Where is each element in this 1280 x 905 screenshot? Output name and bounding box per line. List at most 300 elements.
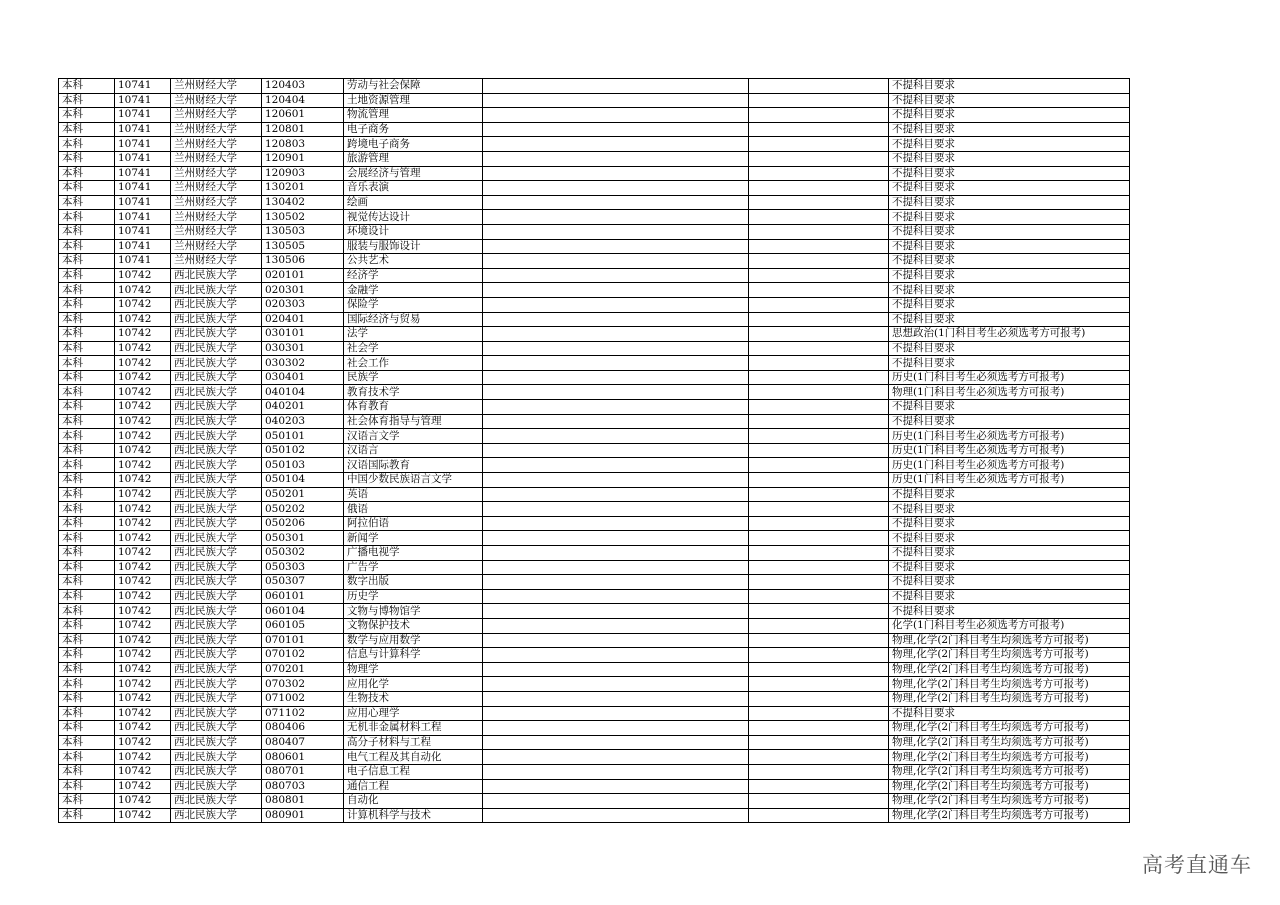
school-code-cell: 10742 — [115, 473, 171, 488]
table-row — [59, 516, 1130, 531]
blank-cell-a — [483, 735, 749, 750]
school-code-cell: 10742 — [115, 487, 171, 502]
school-code-cell: 10742 — [115, 764, 171, 779]
subject-requirement-cell: 不提科目要求 — [889, 297, 1130, 312]
table-row — [59, 589, 1130, 604]
blank-cell-b — [749, 779, 889, 794]
blank-cell-a — [483, 79, 749, 94]
school-name-cell: 西北民族大学 — [171, 502, 262, 517]
subject-requirement-cell: 不提科目要求 — [889, 239, 1130, 254]
blank-cell-b — [749, 224, 889, 239]
blank-cell-a — [483, 239, 749, 254]
table-row — [59, 122, 1130, 137]
blank-cell-a — [483, 108, 749, 123]
table-row — [59, 210, 1130, 225]
major-name-cell: 电子商务 — [344, 122, 483, 137]
major-code-cell: 050102 — [262, 443, 344, 458]
subject-requirement-cell: 历史(1门科目考生必须选考方可报考) — [889, 443, 1130, 458]
school-name-cell: 西北民族大学 — [171, 297, 262, 312]
school-name-cell: 西北民族大学 — [171, 516, 262, 531]
school-code-cell: 10742 — [115, 618, 171, 633]
major-code-cell: 120404 — [262, 93, 344, 108]
blank-cell-a — [483, 137, 749, 152]
level-cell: 本科 — [59, 370, 115, 385]
level-cell: 本科 — [59, 429, 115, 444]
blank-cell-b — [749, 312, 889, 327]
major-name-cell: 阿拉伯语 — [344, 516, 483, 531]
school-name-cell: 西北民族大学 — [171, 268, 262, 283]
subject-requirement-cell: 物理,化学(2门科目考生均须选考方可报考) — [889, 750, 1130, 765]
major-name-cell: 应用化学 — [344, 677, 483, 692]
blank-cell-b — [749, 341, 889, 356]
subject-requirement-cell: 不提科目要求 — [889, 195, 1130, 210]
major-name-cell: 汉语言 — [344, 443, 483, 458]
school-name-cell: 西北民族大学 — [171, 312, 262, 327]
major-name-cell: 高分子材料与工程 — [344, 735, 483, 750]
blank-cell-a — [483, 341, 749, 356]
subject-requirement-cell: 物理,化学(2门科目考生均须选考方可报考) — [889, 677, 1130, 692]
blank-cell-b — [749, 531, 889, 546]
major-code-cell: 120601 — [262, 108, 344, 123]
blank-cell-a — [483, 166, 749, 181]
school-code-cell: 10741 — [115, 151, 171, 166]
school-code-cell: 10742 — [115, 458, 171, 473]
level-cell: 本科 — [59, 677, 115, 692]
school-name-cell: 西北民族大学 — [171, 473, 262, 488]
blank-cell-a — [483, 473, 749, 488]
table-row — [59, 487, 1130, 502]
major-name-cell: 跨境电子商务 — [344, 137, 483, 152]
school-code-cell: 10741 — [115, 224, 171, 239]
level-cell: 本科 — [59, 662, 115, 677]
subject-requirement-cell: 不提科目要求 — [889, 356, 1130, 371]
school-name-cell: 西北民族大学 — [171, 356, 262, 371]
school-name-cell: 西北民族大学 — [171, 750, 262, 765]
school-code-cell: 10742 — [115, 560, 171, 575]
subject-requirement-cell: 物理,化学(2门科目考生均须选考方可报考) — [889, 662, 1130, 677]
major-name-cell: 广告学 — [344, 560, 483, 575]
major-code-cell: 120803 — [262, 137, 344, 152]
table-row — [59, 604, 1130, 619]
school-name-cell: 兰州财经大学 — [171, 166, 262, 181]
major-code-cell: 130502 — [262, 210, 344, 225]
major-name-cell: 俄语 — [344, 502, 483, 517]
blank-cell-a — [483, 691, 749, 706]
level-cell: 本科 — [59, 385, 115, 400]
blank-cell-a — [483, 400, 749, 415]
major-name-cell: 公共艺术 — [344, 254, 483, 269]
blank-cell-b — [749, 297, 889, 312]
subject-requirement-cell: 物理,化学(2门科目考生均须选考方可报考) — [889, 691, 1130, 706]
blank-cell-b — [749, 502, 889, 517]
blank-cell-a — [483, 224, 749, 239]
school-name-cell: 西北民族大学 — [171, 546, 262, 561]
subject-requirement-cell: 不提科目要求 — [889, 706, 1130, 721]
blank-cell-a — [483, 429, 749, 444]
level-cell: 本科 — [59, 604, 115, 619]
major-code-cell: 020401 — [262, 312, 344, 327]
school-code-cell: 10742 — [115, 312, 171, 327]
major-code-cell: 060104 — [262, 604, 344, 619]
school-code-cell: 10742 — [115, 429, 171, 444]
major-name-cell: 视觉传达设计 — [344, 210, 483, 225]
blank-cell-a — [483, 268, 749, 283]
subject-requirement-cell: 不提科目要求 — [889, 575, 1130, 590]
blank-cell-a — [483, 531, 749, 546]
blank-cell-b — [749, 429, 889, 444]
table-row — [59, 341, 1130, 356]
blank-cell-a — [483, 487, 749, 502]
table-row — [59, 721, 1130, 736]
major-name-cell: 民族学 — [344, 370, 483, 385]
blank-cell-b — [749, 473, 889, 488]
major-name-cell: 物理学 — [344, 662, 483, 677]
blank-cell-a — [483, 662, 749, 677]
major-code-cell: 130506 — [262, 254, 344, 269]
table-row — [59, 224, 1130, 239]
major-code-cell: 070201 — [262, 662, 344, 677]
level-cell: 本科 — [59, 808, 115, 823]
blank-cell-b — [749, 370, 889, 385]
subject-requirement-cell: 不提科目要求 — [889, 312, 1130, 327]
major-name-cell: 环境设计 — [344, 224, 483, 239]
major-code-cell: 050303 — [262, 560, 344, 575]
subject-requirement-cell: 不提科目要求 — [889, 224, 1130, 239]
major-name-cell: 保险学 — [344, 297, 483, 312]
school-name-cell: 兰州财经大学 — [171, 181, 262, 196]
school-code-cell: 10742 — [115, 414, 171, 429]
school-code-cell: 10741 — [115, 166, 171, 181]
blank-cell-b — [749, 662, 889, 677]
major-code-cell: 040203 — [262, 414, 344, 429]
school-code-cell: 10742 — [115, 662, 171, 677]
major-code-cell: 071002 — [262, 691, 344, 706]
level-cell: 本科 — [59, 516, 115, 531]
school-code-cell: 10741 — [115, 108, 171, 123]
subject-requirement-cell: 不提科目要求 — [889, 531, 1130, 546]
level-cell: 本科 — [59, 443, 115, 458]
major-name-cell: 电气工程及其自动化 — [344, 750, 483, 765]
major-name-cell: 体育教育 — [344, 400, 483, 415]
major-code-cell: 030301 — [262, 341, 344, 356]
table-row — [59, 181, 1130, 196]
school-name-cell: 西北民族大学 — [171, 429, 262, 444]
blank-cell-b — [749, 283, 889, 298]
major-code-cell: 070302 — [262, 677, 344, 692]
blank-cell-a — [483, 356, 749, 371]
major-name-cell: 劳动与社会保障 — [344, 79, 483, 94]
subject-requirement-cell: 不提科目要求 — [889, 604, 1130, 619]
major-code-cell: 130503 — [262, 224, 344, 239]
school-code-cell: 10742 — [115, 546, 171, 561]
major-code-cell: 030101 — [262, 327, 344, 342]
level-cell: 本科 — [59, 531, 115, 546]
school-code-cell: 10742 — [115, 677, 171, 692]
blank-cell-a — [483, 721, 749, 736]
table-row — [59, 808, 1130, 823]
level-cell: 本科 — [59, 575, 115, 590]
blank-cell-b — [749, 151, 889, 166]
subject-requirement-cell: 不提科目要求 — [889, 181, 1130, 196]
blank-cell-b — [749, 385, 889, 400]
school-name-cell: 西北民族大学 — [171, 721, 262, 736]
major-name-cell: 应用心理学 — [344, 706, 483, 721]
table-row — [59, 166, 1130, 181]
school-code-cell: 10742 — [115, 356, 171, 371]
table-row — [59, 400, 1130, 415]
table-row — [59, 195, 1130, 210]
blank-cell-b — [749, 108, 889, 123]
subject-requirement-cell: 历史(1门科目考生必须选考方可报考) — [889, 473, 1130, 488]
school-name-cell: 西北民族大学 — [171, 735, 262, 750]
school-name-cell: 西北民族大学 — [171, 677, 262, 692]
table-row — [59, 648, 1130, 663]
table-row — [59, 706, 1130, 721]
blank-cell-a — [483, 618, 749, 633]
school-code-cell: 10742 — [115, 589, 171, 604]
major-name-cell: 电子信息工程 — [344, 764, 483, 779]
major-name-cell: 旅游管理 — [344, 151, 483, 166]
blank-cell-b — [749, 327, 889, 342]
school-name-cell: 西北民族大学 — [171, 575, 262, 590]
school-code-cell: 10742 — [115, 516, 171, 531]
school-name-cell: 西北民族大学 — [171, 560, 262, 575]
school-name-cell: 兰州财经大学 — [171, 239, 262, 254]
level-cell: 本科 — [59, 794, 115, 809]
level-cell: 本科 — [59, 195, 115, 210]
major-code-cell: 050202 — [262, 502, 344, 517]
school-name-cell: 西北民族大学 — [171, 400, 262, 415]
table-row — [59, 443, 1130, 458]
major-name-cell: 土地资源管理 — [344, 93, 483, 108]
school-code-cell: 10742 — [115, 735, 171, 750]
school-code-cell: 10742 — [115, 575, 171, 590]
blank-cell-a — [483, 283, 749, 298]
level-cell: 本科 — [59, 166, 115, 181]
major-name-cell: 社会学 — [344, 341, 483, 356]
table-row — [59, 254, 1130, 269]
level-cell: 本科 — [59, 254, 115, 269]
major-name-cell: 法学 — [344, 327, 483, 342]
subject-requirements-table — [58, 78, 1130, 823]
table-row — [59, 93, 1130, 108]
subject-requirement-cell: 不提科目要求 — [889, 268, 1130, 283]
level-cell: 本科 — [59, 589, 115, 604]
school-name-cell: 西北民族大学 — [171, 794, 262, 809]
blank-cell-a — [483, 151, 749, 166]
level-cell: 本科 — [59, 93, 115, 108]
subject-requirement-cell: 化学(1门科目考生必须选考方可报考) — [889, 618, 1130, 633]
major-name-cell: 音乐表演 — [344, 181, 483, 196]
blank-cell-b — [749, 487, 889, 502]
level-cell: 本科 — [59, 137, 115, 152]
blank-cell-a — [483, 327, 749, 342]
school-code-cell: 10742 — [115, 268, 171, 283]
subject-requirement-cell: 不提科目要求 — [889, 210, 1130, 225]
school-name-cell: 兰州财经大学 — [171, 254, 262, 269]
school-name-cell: 西北民族大学 — [171, 385, 262, 400]
table-row — [59, 79, 1130, 94]
subject-requirement-cell: 不提科目要求 — [889, 560, 1130, 575]
blank-cell-a — [483, 794, 749, 809]
major-code-cell: 030401 — [262, 370, 344, 385]
school-code-cell: 10741 — [115, 239, 171, 254]
major-code-cell: 080701 — [262, 764, 344, 779]
school-code-cell: 10742 — [115, 794, 171, 809]
major-name-cell: 数学与应用数学 — [344, 633, 483, 648]
table-row — [59, 473, 1130, 488]
school-code-cell: 10742 — [115, 400, 171, 415]
subject-requirement-cell: 不提科目要求 — [889, 122, 1130, 137]
table-row — [59, 297, 1130, 312]
blank-cell-b — [749, 546, 889, 561]
blank-cell-b — [749, 575, 889, 590]
school-code-cell: 10741 — [115, 181, 171, 196]
major-name-cell: 金融学 — [344, 283, 483, 298]
blank-cell-a — [483, 297, 749, 312]
table-row — [59, 429, 1130, 444]
blank-cell-a — [483, 370, 749, 385]
table-row — [59, 575, 1130, 590]
blank-cell-b — [749, 721, 889, 736]
blank-cell-a — [483, 254, 749, 269]
school-code-cell: 10742 — [115, 531, 171, 546]
blank-cell-a — [483, 677, 749, 692]
school-name-cell: 西北民族大学 — [171, 531, 262, 546]
subject-requirement-cell: 不提科目要求 — [889, 487, 1130, 502]
school-name-cell: 西北民族大学 — [171, 414, 262, 429]
level-cell: 本科 — [59, 151, 115, 166]
blank-cell-b — [749, 618, 889, 633]
blank-cell-b — [749, 195, 889, 210]
level-cell: 本科 — [59, 297, 115, 312]
major-name-cell: 英语 — [344, 487, 483, 502]
level-cell: 本科 — [59, 560, 115, 575]
subject-requirement-cell: 历史(1门科目考生必须选考方可报考) — [889, 370, 1130, 385]
blank-cell-a — [483, 575, 749, 590]
blank-cell-b — [749, 458, 889, 473]
level-cell: 本科 — [59, 210, 115, 225]
school-name-cell: 西北民族大学 — [171, 808, 262, 823]
level-cell: 本科 — [59, 706, 115, 721]
major-name-cell: 绘画 — [344, 195, 483, 210]
level-cell: 本科 — [59, 341, 115, 356]
blank-cell-a — [483, 502, 749, 517]
major-code-cell: 050104 — [262, 473, 344, 488]
table-row — [59, 327, 1130, 342]
level-cell: 本科 — [59, 750, 115, 765]
level-cell: 本科 — [59, 735, 115, 750]
major-code-cell: 080703 — [262, 779, 344, 794]
school-code-cell: 10742 — [115, 633, 171, 648]
subject-requirement-cell: 不提科目要求 — [889, 254, 1130, 269]
major-code-cell: 071102 — [262, 706, 344, 721]
blank-cell-b — [749, 589, 889, 604]
school-code-cell: 10742 — [115, 706, 171, 721]
blank-cell-a — [483, 312, 749, 327]
subject-requirement-cell: 不提科目要求 — [889, 341, 1130, 356]
level-cell: 本科 — [59, 414, 115, 429]
school-code-cell: 10742 — [115, 385, 171, 400]
subject-requirement-cell: 不提科目要求 — [889, 151, 1130, 166]
school-name-cell: 西北民族大学 — [171, 370, 262, 385]
level-cell: 本科 — [59, 487, 115, 502]
blank-cell-a — [483, 122, 749, 137]
school-name-cell: 西北民族大学 — [171, 589, 262, 604]
blank-cell-b — [749, 93, 889, 108]
spreadsheet — [58, 78, 1129, 823]
school-code-cell: 10741 — [115, 254, 171, 269]
blank-cell-a — [483, 589, 749, 604]
blank-cell-b — [749, 750, 889, 765]
blank-cell-b — [749, 268, 889, 283]
subject-requirement-cell: 物理,化学(2门科目考生均须选考方可报考) — [889, 735, 1130, 750]
blank-cell-b — [749, 706, 889, 721]
table-row — [59, 385, 1130, 400]
major-name-cell: 会展经济与管理 — [344, 166, 483, 181]
school-code-cell: 10742 — [115, 750, 171, 765]
major-name-cell: 无机非金属材料工程 — [344, 721, 483, 736]
school-code-cell: 10742 — [115, 297, 171, 312]
subject-requirement-cell: 历史(1门科目考生必须选考方可报考) — [889, 458, 1130, 473]
school-code-cell: 10742 — [115, 721, 171, 736]
major-code-cell: 080406 — [262, 721, 344, 736]
level-cell: 本科 — [59, 633, 115, 648]
subject-requirement-cell: 历史(1门科目考生必须选考方可报考) — [889, 429, 1130, 444]
school-code-cell: 10742 — [115, 502, 171, 517]
subject-requirement-cell: 不提科目要求 — [889, 414, 1130, 429]
school-name-cell: 西北民族大学 — [171, 779, 262, 794]
school-code-cell: 10742 — [115, 779, 171, 794]
major-code-cell: 080901 — [262, 808, 344, 823]
table-row — [59, 370, 1130, 385]
blank-cell-b — [749, 210, 889, 225]
blank-cell-a — [483, 648, 749, 663]
major-name-cell: 信息与计算科学 — [344, 648, 483, 663]
level-cell: 本科 — [59, 268, 115, 283]
major-code-cell: 080407 — [262, 735, 344, 750]
school-code-cell: 10741 — [115, 195, 171, 210]
table-body — [59, 79, 1130, 823]
major-name-cell: 中国少数民族语言文学 — [344, 473, 483, 488]
level-cell: 本科 — [59, 400, 115, 415]
table-row — [59, 750, 1130, 765]
school-name-cell: 兰州财经大学 — [171, 210, 262, 225]
level-cell: 本科 — [59, 122, 115, 137]
subject-requirement-cell: 不提科目要求 — [889, 79, 1130, 94]
major-code-cell: 050201 — [262, 487, 344, 502]
school-code-cell: 10742 — [115, 808, 171, 823]
major-code-cell: 080601 — [262, 750, 344, 765]
table-row — [59, 764, 1130, 779]
blank-cell-b — [749, 356, 889, 371]
blank-cell-a — [483, 633, 749, 648]
school-code-cell: 10742 — [115, 604, 171, 619]
level-cell: 本科 — [59, 181, 115, 196]
blank-cell-a — [483, 414, 749, 429]
level-cell: 本科 — [59, 327, 115, 342]
subject-requirement-cell: 不提科目要求 — [889, 546, 1130, 561]
subject-requirement-cell: 不提科目要求 — [889, 283, 1130, 298]
major-code-cell: 070101 — [262, 633, 344, 648]
level-cell: 本科 — [59, 283, 115, 298]
major-code-cell: 130201 — [262, 181, 344, 196]
table-row — [59, 312, 1130, 327]
major-code-cell: 050101 — [262, 429, 344, 444]
major-name-cell: 汉语国际教育 — [344, 458, 483, 473]
table-row — [59, 239, 1130, 254]
level-cell: 本科 — [59, 312, 115, 327]
